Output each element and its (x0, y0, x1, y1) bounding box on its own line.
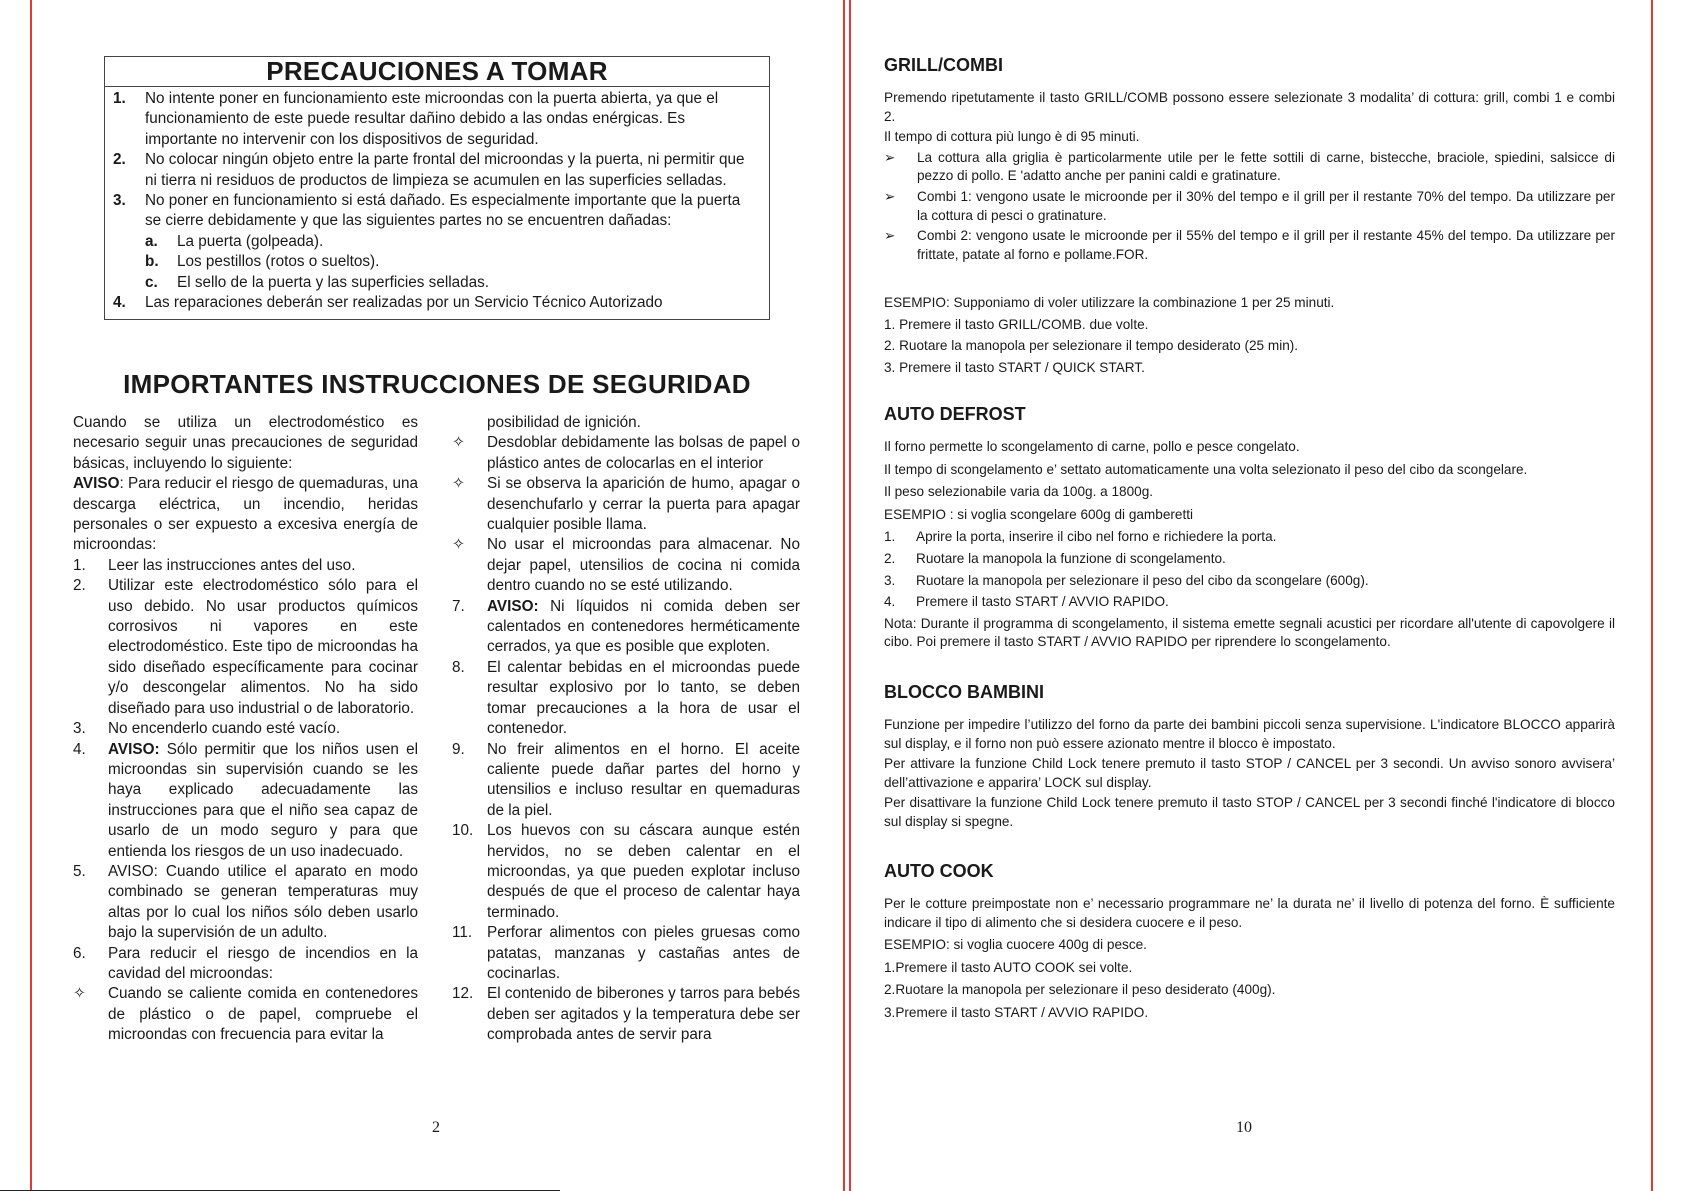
step-text: 3.Premere il tasto START / AVVIO RAPIDO. (884, 1004, 1149, 1020)
precaution-subitem (113, 252, 757, 272)
diamond-bullet-icon: ✧ (452, 536, 465, 554)
step-text: 2. Ruotare la manopola per selezionare il tempo desiderato (25 min). (884, 338, 1299, 354)
item-number: 3. (884, 572, 896, 588)
bullet-item (452, 474, 800, 535)
step-item (884, 572, 1615, 591)
example-text: ESEMPIO: si voglia cuocere 400g di pesce. (884, 937, 1147, 953)
aviso-label: AVISO: (108, 740, 160, 758)
child-lock-section (884, 716, 1615, 832)
grill-combi-section (884, 89, 1615, 264)
precaution-item (113, 89, 757, 150)
paragraph: Il tempo di scongelamento e’ settato automaticamente una volta selezionato il peso del cibo da scongelare. (884, 461, 1528, 477)
grill-combi-example (884, 294, 1615, 377)
example-text: ESEMPIO : si voglia scongelare 600g di gamberetti (884, 506, 1194, 522)
item-text: El calentar bebidas en el microondas puede resultar explosivo por lo tanto, se deben tomar precauciones a la hora de usar el contenedor. (487, 658, 800, 738)
arrow-bullet-icon: ➢ (884, 228, 896, 244)
precautions-list (113, 89, 757, 313)
paragraph: Funzione per impedire l’utilizzo del forno da parte dei bambini piccoli senza supervisione. L'indicatore BLOCCO apparirà sul display, e il forno non può essere azionato mentre il blocco è impostato. (884, 717, 1615, 751)
list-item (452, 658, 800, 740)
item-number: 5. (73, 862, 86, 880)
item-number: 2. (73, 577, 86, 595)
list-item (73, 719, 418, 739)
page-number-left: 2 (432, 1119, 440, 1136)
aviso-label: AVISO (73, 475, 120, 493)
auto-cook-section (884, 895, 1615, 1023)
item-text: Perforar alimentos con pieles gruesas como patatas, manzanas y castañas antes de cocinarlas. (487, 924, 800, 982)
item-text: Sólo permitir que los niños usen el microondas sin supervisión cuando se les haya explicado adecuadamente las instrucciones para que el niño sea capaz de usarlo de un modo seguro y para que entienda los riesgos de un uso inadecuado. (108, 740, 418, 860)
sub-letter: b. (145, 253, 159, 271)
child-lock-heading: BLOCCO BAMBINI (884, 682, 1044, 702)
paragraph: Il peso selezionabile varia da 100g. a 1800g. (884, 484, 1154, 500)
item-text: No colocar ningún objeto entre la parte frontal del microondas y la puerta, ni permitir que ni tierra ni residuos de productos de limpieza se acumulen en las superficies selladas. (145, 151, 745, 189)
item-text: Las reparaciones deberán ser realizadas por un Servicio Técnico Autorizado (145, 294, 663, 312)
note-text: Nota: Durante il programma di scongelamento, il sistema emette segnali acustici per ricordare all'utente di capovolgere il cibo. Poi premere il tasto START / AVVIO RAPIDO per riprendere lo scongelamento. (884, 615, 1615, 650)
center-right-margin-line (849, 0, 851, 1191)
item-text: Ruotare la manopola per selezionare il peso del cibo da scongelare (600g). (916, 572, 1369, 588)
list-item (73, 862, 418, 944)
paragraph: Il tempo di cottura più lungo è di 95 minuti. (884, 129, 1140, 145)
list-item (73, 576, 418, 719)
item-number: 12. (452, 985, 474, 1003)
item-number: 2. (113, 151, 126, 169)
aviso-label: AVISO: (487, 597, 539, 615)
auto-cook-heading: AUTO COOK (884, 861, 994, 881)
item-text: Aprire la porta, inserire il cibo nel forno e richiedere la porta. (916, 529, 1277, 545)
bullet-item (73, 984, 418, 1045)
paragraph: Per le cotture preimpostate non e’ necessario programmare ne’ la durata ne’ il livello di potenza del forno. È sufficiente indicare il tipo di alimento che si desidera cuocere e il peso. (884, 896, 1615, 930)
item-text: No poner en funcionamiento si está dañado. Es especialmente importante que la puerta se cierre debidamente y que las siguientes partes no se encuentren dañadas: (145, 192, 741, 230)
step-item (884, 550, 1615, 569)
arrow-bullet-icon: ➢ (884, 188, 896, 204)
item-number: 7. (452, 597, 465, 615)
list-item (73, 556, 418, 576)
bullet-item (884, 188, 1615, 225)
precaution-item (113, 191, 757, 232)
bullet-item (884, 149, 1615, 186)
item-number: 3. (73, 720, 86, 738)
item-text: Ni líquidos ni comida deben ser calentados en contenedores herméticamente cerrados, ya que es posible que exploten. (487, 597, 800, 656)
item-text: No freir alimentos en el horno. El aceite caliente puede dañar partes del horno y utensilios e incluso resultar en quemaduras de la piel. (487, 740, 800, 819)
step-text: 1. Premere il tasto GRILL/COMB. due volte. (884, 316, 1149, 332)
precaution-item (113, 293, 757, 313)
paragraph: Premendo ripetutamente il tasto GRILL/COMB possono essere selezionate 3 modalita’ di cottura: grill, combi 1 e combi 2. (884, 90, 1615, 124)
item-text: posibilidad de ignición. (487, 414, 641, 431)
item-number: 4. (113, 294, 126, 312)
item-number: 3. (113, 192, 126, 210)
item-text: Combi 2: vengono usate le microonde per il 55% del tempo e il grill per il restante 45% del tempo. Da utilizzare per frittate, patate al forno e pollame.FOR. (917, 228, 1615, 262)
item-text: Si se observa la aparición de humo, apagar o desenchufarlo y cerrar la puerta para apagar cualquier posible llama. (487, 475, 800, 534)
aviso-text: : Para reducir el riesgo de quemaduras, una descarga eléctrica, un incendio, heridas personales o ser expuesto a excesiva energía de microondas: (73, 475, 418, 554)
paragraph: Per disattivare la funzione Child Lock tenere premuto il tasto STOP / CANCEL per 3 secondi finché l'indicatore di blocco sul display si spegne. (884, 795, 1615, 829)
item-number: 1. (884, 529, 896, 545)
bullet-item (884, 227, 1615, 264)
precaution-item (113, 150, 757, 191)
item-text: No usar el microondas para almacenar. No dejar papel, utensilios de cocina ni comida dentro cuando no se esté utilizando. (487, 536, 800, 595)
item-text: Los huevos con su cáscara aunque estén hervidos, no se deben calentar en el microondas, ya que pueden explotar incluso después de que el proceso de calentar haya terminado. (487, 822, 800, 921)
precautions-title: PRECAUCIONES A TOMAR (105, 57, 769, 87)
right-margin-line (1651, 0, 1653, 1191)
intro-paragraph: Cuando se utiliza un electrodoméstico es necesario seguir unas precauciones de seguridad básicas, incluyendo lo siguiente: (73, 414, 418, 472)
step-text: 2.Ruotare la manopola per selezionare il peso desiderato (400g). (884, 982, 1276, 998)
center-left-margin-line (843, 0, 845, 1191)
item-text: El contenido de biberones y tarros para bebés deben ser agitados y la temperatura debe ser comprobada antes de servir para (487, 985, 800, 1044)
sub-text: El sello de la puerta y las superficies selladas. (177, 273, 490, 291)
paragraph: Il forno permette lo scongelamento di carne, pollo e pesce congelato. (884, 439, 1300, 454)
bullet-item (452, 535, 800, 596)
page-number-right: 10 (1236, 1119, 1252, 1136)
item-number: 2. (884, 550, 896, 566)
precaution-subitem (113, 273, 757, 293)
item-text: Combi 1: vengono usate le microonde per il 30% del tempo e il grill per il restante 70% del tempo. Da utilizzare per la cottura di pesci o gratinature. (917, 188, 1615, 223)
list-item (452, 923, 800, 984)
list-item (73, 740, 418, 862)
list-item (452, 984, 800, 1045)
item-text: Ruotare la manopola la funzione di scongelamento. (916, 550, 1226, 566)
item-number: 11. (452, 924, 473, 942)
diamond-bullet-icon: ✧ (452, 475, 465, 493)
arrow-bullet-icon: ➢ (884, 149, 896, 165)
item-text: Cuando se caliente comida en contenedores de plástico o de papel, compruebe el microondas con frecuencia para evitar la (108, 985, 418, 1044)
item-text: Para reducir el riesgo de incendios en la cavidad del microondas: (108, 944, 418, 982)
list-item (452, 740, 800, 822)
list-item (73, 944, 418, 985)
paragraph: Per attivare la funzione Child Lock tenere premuto il tasto STOP / CANCEL per 3 secondi. Un avviso sonoro avvisera’ dell’attivazione e apparira’ LOCK sul display. (884, 756, 1615, 790)
item-number: 4. (73, 740, 86, 758)
safety-column-right (452, 413, 800, 1046)
left-margin-line (30, 0, 32, 1191)
step-item (884, 593, 1615, 612)
sub-letter: c. (145, 273, 158, 291)
diamond-bullet-icon: ✧ (73, 985, 86, 1003)
auto-defrost-section (884, 438, 1615, 652)
item-text: Premere il tasto START / AVVIO RAPIDO. (916, 594, 1169, 610)
item-number: 1. (113, 90, 126, 107)
item-text: La cottura alla griglia è particolarmente utile per le fette sottili di carne, bistecche, braciole, spiedini, salsicce di pezzo di pollo. E 'adatto anche per panini caldi e gratinature. (917, 149, 1615, 184)
item-number: 4. (884, 594, 896, 610)
safety-title: IMPORTANTES INSTRUCCIONES DE SEGURIDAD (123, 369, 751, 399)
item-text: Leer las instrucciones antes del uso. (108, 556, 356, 574)
item-text: No encenderlo cuando esté vacío. (108, 720, 341, 738)
item-text: Utilizar este electrodoméstico sólo para el uso debido. No usar productos químicos corrosivos ni vapores en este electrodoméstico. Este tipo de microondas ha sido diseñado específicamente para cocinar y/o descongelar alimentos. No ha sido diseñado para uso industrial o de laboratorio. (108, 577, 418, 717)
sub-letter: a. (145, 232, 158, 250)
precaution-subitem (113, 232, 757, 252)
item-number: 9. (452, 740, 465, 758)
item-number: 8. (452, 658, 465, 676)
item-text: Desdoblar debidamente las bolsas de papel o plástico antes de colocarlas en el interior (487, 434, 800, 472)
diamond-bullet-icon: ✧ (452, 434, 465, 452)
list-item (452, 597, 800, 658)
sub-text: Los pestillos (rotos o sueltos). (177, 253, 380, 271)
step-item (884, 528, 1615, 547)
item-number: 10. (452, 822, 474, 840)
auto-defrost-heading: AUTO DEFROST (884, 404, 1026, 424)
item-text: AVISO: Cuando utilice el aparato en modo combinado se generan temperaturas muy altas por lo cual los niños sólo deben usarlo bajo la supervisión de un adulto. (108, 862, 418, 942)
list-item (452, 821, 800, 923)
item-number: 1. (73, 556, 86, 574)
aviso-paragraph (73, 474, 418, 556)
example-text: ESEMPIO: Supponiamo di voler utilizzare la combinazione 1 per 25 minuti. (884, 295, 1335, 310)
step-text: 1.Premere il tasto AUTO COOK sei volte. (884, 959, 1133, 975)
continued-text (452, 413, 800, 433)
safety-column-left (73, 413, 418, 1046)
grill-combi-heading: GRILL/COMBI (884, 55, 1003, 75)
item-number: 6. (73, 944, 86, 962)
step-text: 3. Premere il tasto START / QUICK START. (884, 359, 1145, 375)
sub-text: La puerta (golpeada). (177, 232, 324, 250)
bullet-item (452, 433, 800, 474)
item-text: No intente poner en funcionamiento este microondas con la puerta abierta, ya que el funcionamiento de este puede resultar dañino debido a las ondas enérgicas. Es importante no intervenir con los dispositivos de seguridad. (145, 90, 719, 148)
precautions-box (104, 56, 770, 320)
